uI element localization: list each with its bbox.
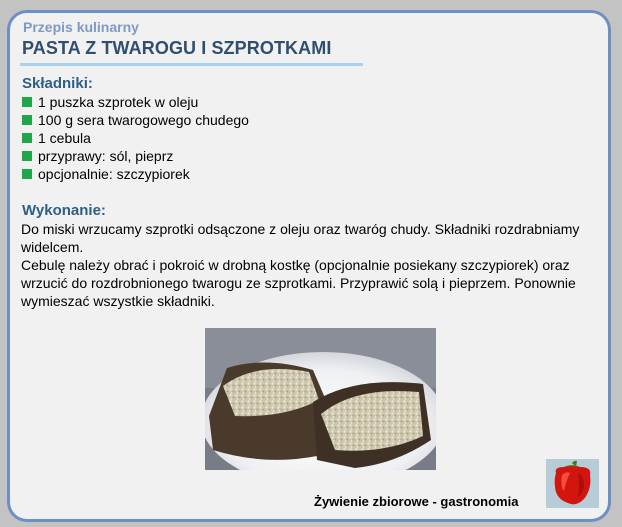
dish-photo [205, 328, 436, 470]
ingredients-list [22, 93, 249, 183]
recipe-title: PASTA Z TWAROGU I SZPROTKAMI [22, 38, 332, 58]
method-paragraph: Cebulę należy obrać i pokroić w drobną kostkę (opcjonalnie posiekany szczypiorek) oraz wrzucić do rozdrobnionego twarogu ze szprotkami. Przyprawić solą i pieprzem. Ponownie wymieszać wszystkie składniki. [21, 257, 576, 309]
ingredient-text: 1 cebula [38, 130, 91, 146]
green-square-bullet-icon [22, 151, 32, 161]
method-text [21, 220, 597, 310]
dish-photo-illustration [205, 328, 436, 470]
ingredient-text: opcjonalnie: szczypiorek [38, 166, 190, 182]
ingredients-heading: Składniki: [22, 75, 93, 92]
recipe-category: Przepis kulinarny [23, 19, 139, 35]
ingredient-item [22, 129, 249, 147]
red-pepper-logo-icon [546, 459, 599, 508]
green-square-bullet-icon [22, 115, 32, 125]
ingredient-text: 1 puszka szprotek w oleju [38, 94, 199, 110]
ingredient-item [22, 93, 249, 111]
footer-label: Żywienie zbiorowe - gastronomia [314, 494, 519, 509]
ingredient-item [22, 111, 249, 129]
green-square-bullet-icon [22, 97, 32, 107]
ingredient-item [22, 147, 249, 165]
method-heading: Wykonanie: [22, 202, 106, 219]
green-square-bullet-icon [22, 169, 32, 179]
ingredient-text: 100 g sera twarogowego chudego [38, 112, 249, 128]
recipe-card [7, 10, 611, 522]
method-paragraph: Do miski wrzucamy szprotki odsączone z oleju oraz twaróg chudy. Składniki rozdrabniamy widelcem. [21, 221, 580, 255]
ingredient-text: przyprawy: sól, pieprz [38, 148, 174, 164]
ingredient-item [22, 165, 249, 183]
green-square-bullet-icon [22, 133, 32, 143]
title-underline [20, 63, 363, 66]
